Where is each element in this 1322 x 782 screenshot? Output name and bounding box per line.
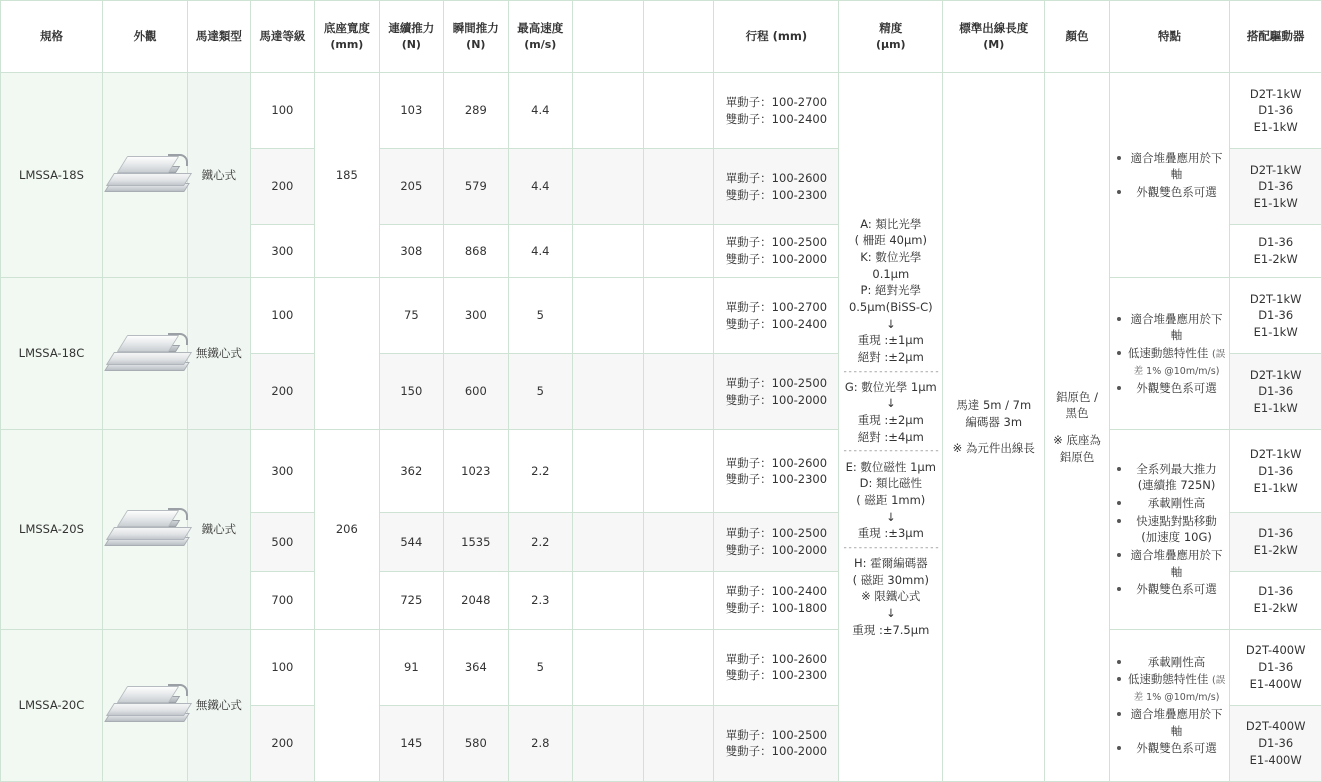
blank-cell	[643, 571, 714, 629]
header-features: 特點	[1109, 1, 1230, 73]
continuous-force: 150	[379, 354, 443, 430]
peak-force: 580	[444, 705, 508, 781]
stroke-range: 單動子：100-2500 雙動子：100-2000	[714, 225, 839, 278]
linear-motor-icon	[106, 331, 192, 377]
continuous-force: 362	[379, 430, 443, 513]
continuous-force: 103	[379, 73, 443, 149]
feature-list	[1109, 73, 1230, 278]
base-width	[315, 278, 379, 430]
list-item: 適合堆疊應用於下軸	[1127, 311, 1227, 344]
model-name: LMSSA-18C	[1, 278, 103, 430]
motor-image	[102, 430, 187, 630]
header-blank-1	[573, 1, 644, 73]
continuous-force: 205	[379, 149, 443, 225]
driver-list: D2T-1kW D1-36 E1-1kW	[1230, 149, 1322, 225]
driver-list: D1-36 E1-2kW	[1230, 225, 1322, 278]
motor-grade: 200	[250, 705, 314, 781]
header-driver: 搭配驅動器	[1230, 1, 1322, 73]
motor-grade: 100	[250, 73, 314, 149]
blank-cell	[643, 73, 714, 149]
motor-type: 無鐵心式	[188, 629, 250, 781]
header-appearance: 外觀	[102, 1, 187, 73]
accuracy-divider: - - - - - - - - - - - - - - - - - - -	[843, 446, 939, 457]
max-speed: 2.2	[508, 513, 572, 571]
max-speed: 4.4	[508, 149, 572, 225]
motor-image	[102, 629, 187, 781]
feature-list	[1109, 278, 1230, 430]
table-header-row	[1, 1, 1322, 73]
blank-cell	[573, 225, 644, 278]
accuracy-divider: - - - - - - - - - - - - - - - - - - -	[843, 366, 939, 377]
max-speed: 2.8	[508, 705, 572, 781]
driver-list: D2T-400W D1-36 E1-400W	[1230, 705, 1322, 781]
continuous-force: 75	[379, 278, 443, 354]
driver-list: D1-36 E1-2kW	[1230, 571, 1322, 629]
max-speed: 5	[508, 629, 572, 705]
peak-force: 868	[444, 225, 508, 278]
motor-grade: 200	[250, 149, 314, 225]
list-item: 適合堆疊應用於下軸	[1127, 150, 1227, 183]
motor-grade: 300	[250, 430, 314, 513]
header-wire-length: 標準出線長度 (M)	[943, 1, 1045, 73]
blank-cell	[573, 278, 644, 354]
model-name: LMSSA-20C	[1, 629, 103, 781]
stroke-range: 單動子：100-2500 雙動子：100-2000	[714, 354, 839, 430]
peak-force: 2048	[444, 571, 508, 629]
motor-grade: 100	[250, 278, 314, 354]
blank-cell	[573, 513, 644, 571]
list-item: 低速動態特性佳 (誤差 1% @10m/m/s)	[1127, 346, 1226, 377]
list-item: 外觀雙色系可選	[1127, 380, 1227, 397]
blank-cell	[643, 149, 714, 225]
list-item: 全系列最大推力 (連續推 725N)	[1127, 461, 1227, 494]
feature-list	[1109, 629, 1230, 781]
header-motor-type: 馬達類型	[188, 1, 250, 73]
continuous-force: 91	[379, 629, 443, 705]
linear-motor-icon	[106, 682, 192, 728]
driver-list: D1-36 E1-2kW	[1230, 513, 1322, 571]
table-row	[1, 629, 1322, 705]
max-speed: 4.4	[508, 73, 572, 149]
header-peak-force: 瞬間推力 (N)	[444, 1, 508, 73]
header-blank-2	[643, 1, 714, 73]
peak-force: 1023	[444, 430, 508, 513]
blank-cell	[573, 149, 644, 225]
driver-list: D2T-400W D1-36 E1-400W	[1230, 629, 1322, 705]
blank-cell	[643, 430, 714, 513]
stroke-range: 單動子：100-2600 雙動子：100-2300	[714, 149, 839, 225]
blank-cell	[643, 278, 714, 354]
feature-note: (誤差 1% @10m/m/s)	[1133, 675, 1226, 704]
driver-list: D2T-1kW D1-36 E1-1kW	[1230, 73, 1322, 149]
motor-grade: 700	[250, 571, 314, 629]
peak-force: 289	[444, 73, 508, 149]
header-max-speed: 最高速度 (m/s)	[508, 1, 572, 73]
motor-grade: 500	[250, 513, 314, 571]
driver-list: D2T-1kW D1-36 E1-1kW	[1230, 354, 1322, 430]
header-motor-grade: 馬達等級	[250, 1, 314, 73]
blank-cell	[643, 354, 714, 430]
max-speed: 2.3	[508, 571, 572, 629]
driver-list: D2T-1kW D1-36 E1-1kW	[1230, 278, 1322, 354]
continuous-force: 725	[379, 571, 443, 629]
continuous-force: 544	[379, 513, 443, 571]
blank-cell	[573, 430, 644, 513]
list-item: 低速動態特性佳 (誤差 1% @10m/m/s)	[1127, 672, 1226, 704]
table-row	[1, 278, 1322, 354]
header-base-width: 底座寬度 (mm)	[315, 1, 379, 73]
header-spec: 規格	[1, 1, 103, 73]
peak-force: 1535	[444, 513, 508, 571]
base-width	[315, 629, 379, 781]
continuous-force: 308	[379, 225, 443, 278]
stroke-range: 單動子：100-2500 雙動子：100-2000	[714, 705, 839, 781]
motor-type: 鐵心式	[188, 73, 250, 278]
list-item: 適合堆疊應用於下軸	[1127, 547, 1227, 580]
motor-grade: 200	[250, 354, 314, 430]
header-continuous-force: 連續推力 (N)	[379, 1, 443, 73]
header-color: 顏色	[1045, 1, 1109, 73]
base-width: 185	[315, 73, 379, 278]
stroke-range: 單動子：100-2700 雙動子：100-2400	[714, 73, 839, 149]
stroke-range: 單動子：100-2400 雙動子：100-1800	[714, 571, 839, 629]
max-speed: 5	[508, 278, 572, 354]
stroke-range: 單動子：100-2500 雙動子：100-2000	[714, 513, 839, 571]
peak-force: 600	[444, 354, 508, 430]
model-name: LMSSA-20S	[1, 430, 103, 630]
max-speed: 4.4	[508, 225, 572, 278]
table-row	[1, 430, 1322, 513]
blank-cell	[643, 225, 714, 278]
motor-type: 鐵心式	[188, 430, 250, 630]
blank-cell	[573, 73, 644, 149]
blank-cell	[573, 354, 644, 430]
motor-grade: 100	[250, 629, 314, 705]
header-accuracy: 精度 (μm)	[839, 1, 943, 73]
continuous-force: 145	[379, 705, 443, 781]
list-item: 承載剛性高	[1127, 654, 1227, 671]
list-item: 外觀雙色系可選	[1127, 581, 1227, 598]
accuracy-spec: A: 類比光學 ( 柵距 40μm) K: 數位光學 0.1μm P: 絕對光學 0.5μm(BiSS-C) ↓ 重現 :±1μm 絕對 :±2μm - - - - - - - - - - - - - - - - - - - G: 數位光學 1μm ↓ 重現 :±2μm 絕對 :±4μm - - - - - - - - - - - - - - - - - - - E: 數位磁性 1μm D: 類比磁性 ( 磁距 1mm) ↓ 重現 :±3μm - - - - - - - - - - - - - - - - - - - H: 霍爾編碼器 ( 磁距 30mm) ※ 限鐵心式 ↓ 重現 :±7.5μm	[839, 73, 943, 782]
color-options: 鋁原色 / 黑色 ※ 底座為鋁原色	[1045, 73, 1109, 782]
blank-cell	[573, 705, 644, 781]
header-stroke: 行程 (mm)	[714, 1, 839, 73]
linear-motor-icon	[106, 152, 192, 198]
accuracy-divider: - - - - - - - - - - - - - - - - - - -	[843, 542, 939, 553]
blank-cell	[643, 629, 714, 705]
motor-grade: 300	[250, 225, 314, 278]
list-item: 承載剛性高	[1127, 495, 1227, 512]
max-speed: 5	[508, 354, 572, 430]
list-item: 適合堆疊應用於下軸	[1127, 706, 1227, 739]
list-item: 外觀雙色系可選	[1127, 184, 1227, 201]
linear-motor-icon	[106, 506, 192, 552]
stroke-range: 單動子：100-2600 雙動子：100-2300	[714, 629, 839, 705]
blank-cell	[643, 705, 714, 781]
motor-image	[102, 278, 187, 430]
feature-list	[1109, 430, 1230, 630]
wire-length: 馬達 5m / 7m 編碼器 3m ※ 為元件出線長	[943, 73, 1045, 782]
driver-list: D2T-1kW D1-36 E1-1kW	[1230, 430, 1322, 513]
list-item: 快速點對點移動 (加速度 10G)	[1127, 513, 1227, 546]
peak-force: 300	[444, 278, 508, 354]
model-name: LMSSA-18S	[1, 73, 103, 278]
stroke-range: 單動子：100-2600 雙動子：100-2300	[714, 430, 839, 513]
base-width: 206	[315, 430, 379, 630]
blank-cell	[643, 513, 714, 571]
motor-type: 無鐵心式	[188, 278, 250, 430]
max-speed: 2.2	[508, 430, 572, 513]
motor-image	[102, 73, 187, 278]
table-row	[1, 73, 1322, 149]
stroke-range: 單動子：100-2700 雙動子：100-2400	[714, 278, 839, 354]
feature-note: (誤差 1% @10m/m/s)	[1133, 349, 1226, 377]
list-item: 外觀雙色系可選	[1127, 740, 1227, 757]
blank-cell	[573, 629, 644, 705]
table-body	[1, 73, 1322, 782]
blank-cell	[573, 571, 644, 629]
peak-force: 579	[444, 149, 508, 225]
peak-force: 364	[444, 629, 508, 705]
